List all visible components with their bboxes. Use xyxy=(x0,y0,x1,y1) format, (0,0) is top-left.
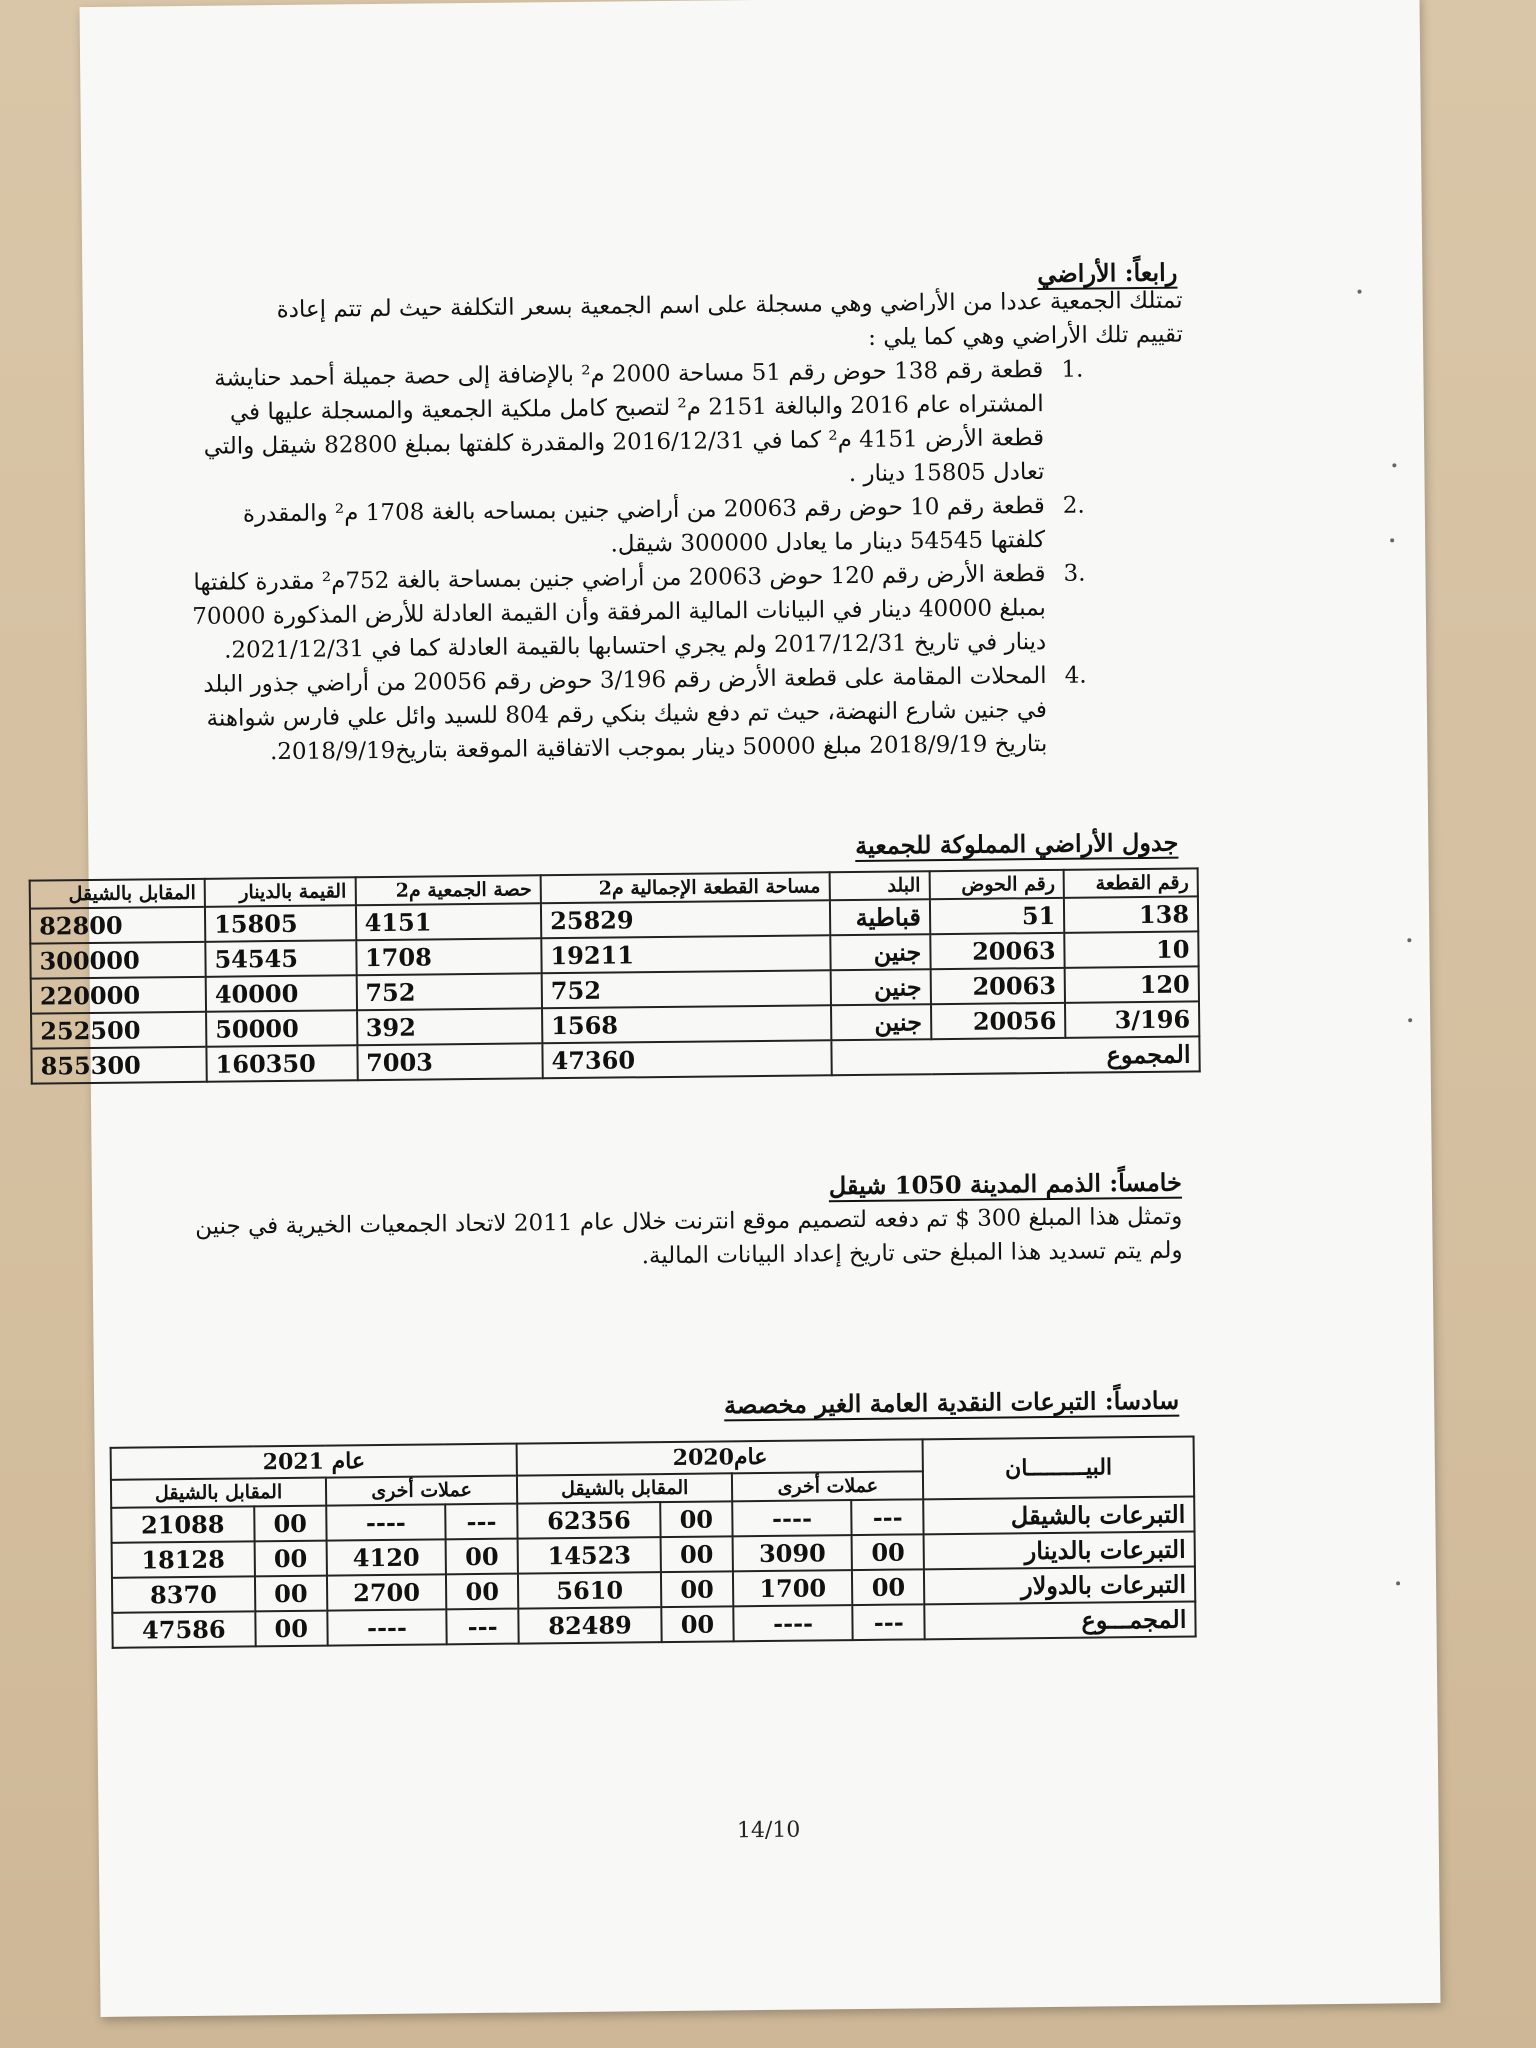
margin-mark xyxy=(1407,938,1411,942)
total-cell: 47360 xyxy=(542,1040,831,1078)
row-label: التبرعات بالدينار xyxy=(924,1531,1195,1569)
statement-header: البيـــــــــان xyxy=(923,1436,1194,1499)
list-item xyxy=(185,557,1086,668)
col-header: المقابل بالشيقل xyxy=(111,1478,326,1508)
land-table xyxy=(29,867,1201,1084)
cell: 62356 xyxy=(517,1502,660,1538)
cell: 1700 xyxy=(733,1570,853,1606)
item-number: .4 xyxy=(1064,662,1087,689)
section5-title: خامساً: الذمم المدينة 1050 شيقل xyxy=(828,1167,1183,1201)
section6-title: سادساً: التبرعات النقدية العامة الغير مخصصة xyxy=(723,1385,1180,1420)
year-2021-header: عام 2021 xyxy=(111,1444,518,1480)
cell: 252500 xyxy=(31,1012,206,1049)
cell: 8370 xyxy=(112,1576,255,1612)
col-header: البلد xyxy=(829,871,930,900)
cell: ---- xyxy=(732,1500,852,1536)
row-label: التبرعات بالدولار xyxy=(924,1566,1195,1604)
list-item xyxy=(183,353,1084,498)
cell: 20056 xyxy=(931,1003,1066,1039)
cell: جنين xyxy=(831,1004,932,1040)
margin-mark xyxy=(1390,538,1394,542)
section4-intro: تمتلك الجمعية عددا من الأراضي وهي مسجلة على اسم الجمعية بسعر التكلفة حيث لم تتم إعادة تقييم تلك الأراضي وهي كما يلي : xyxy=(276,287,1184,351)
cell: 1708 xyxy=(356,938,542,975)
cell: 00 xyxy=(255,1611,328,1647)
total-label: المجموع xyxy=(831,1036,1200,1075)
col-header: مساحة القطعة الإجمالية م2 xyxy=(541,872,830,903)
page-number: 14/10 xyxy=(736,1817,801,1844)
list-item xyxy=(186,659,1087,770)
item-text: قطعة الأرض رقم 120 حوض 20063 من أراضي جنين بمساحة بالغة 752م² مقدرة كلفتها بمبلغ 40000 دينار في البيانات المالية المرفقة وأن القيمة العادلة للأرض المذكورة 70000 دينار في تاريخ 2017/12/31 ولم يجري احتسابها بالقيمة العادلة كما في 2021/12/31. xyxy=(192,560,1047,664)
item-text: قطعة رقم 10 حوض رقم 20063 من أراضي جنين بمساحه بالغة 1708 م² والمقدرة كلفتها 54545 دينار ما يعادل 300000 شيقل. xyxy=(242,492,1046,558)
cell: 00 xyxy=(446,1539,519,1575)
cell: 20063 xyxy=(930,933,1065,969)
cell: 82800 xyxy=(30,907,205,944)
cell: 3090 xyxy=(733,1535,853,1571)
cell: 1568 xyxy=(542,1005,831,1043)
cell: 00 xyxy=(661,1606,734,1642)
cell: --- xyxy=(446,1609,519,1645)
item-text: المحلات المقامة على قطعة الأرض رقم 3/196 حوض رقم 20056 من أراضي جذور البلد في جنين شارع النهضة، حيث تم دفع شيك بنكي رقم 804 للسيد وائل علي فارس شواهنة بتاريخ 2018/9/19 مبلغ 50000 دينار بموجب الاتفاقية الموقعة بتاريخ2018/9/19. xyxy=(203,662,1048,766)
cell: 54545 xyxy=(205,940,356,977)
total-cell: 160350 xyxy=(206,1045,357,1082)
cell: 220000 xyxy=(31,977,206,1014)
cell: جنين xyxy=(830,934,931,970)
col-header: المقابل بالشيقل xyxy=(30,879,205,909)
cell: 00 xyxy=(661,1571,734,1607)
cell: --- xyxy=(853,1604,926,1640)
cell: 18128 xyxy=(112,1541,255,1577)
margin-mark xyxy=(1358,290,1362,294)
cell: قباطية xyxy=(829,899,930,935)
col-header: عملات أخرى xyxy=(732,1471,924,1501)
item-number: .3 xyxy=(1063,560,1086,587)
cell: 50000 xyxy=(206,1010,357,1047)
cell: 4151 xyxy=(355,903,541,940)
total-cell: 7003 xyxy=(357,1043,543,1080)
item-number: .2 xyxy=(1062,492,1085,519)
donations-table xyxy=(110,1435,1197,1648)
margin-mark xyxy=(1408,1018,1412,1022)
cell: ---- xyxy=(326,1504,446,1540)
margin-mark xyxy=(1392,463,1396,467)
cell: 00 xyxy=(660,1536,733,1572)
cell: ---- xyxy=(733,1605,853,1641)
cell: 20063 xyxy=(930,968,1065,1004)
col-header: المقابل بالشيقل xyxy=(517,1473,732,1503)
cell: 138 xyxy=(1064,896,1198,932)
cell: ---- xyxy=(327,1609,447,1645)
list-item xyxy=(185,489,1086,566)
col-header: القيمة بالدينار xyxy=(205,877,356,907)
cell: 82489 xyxy=(519,1607,662,1643)
col-header: حصة الجمعية م2 xyxy=(355,875,541,905)
cell: 3/196 xyxy=(1065,1001,1199,1037)
row-label: التبرعات بالشيقل xyxy=(924,1496,1195,1534)
year-2020-header: عام2020 xyxy=(517,1439,924,1475)
item-number: .1 xyxy=(1061,356,1084,383)
land-table-title: جدول الأراضي المملوكة للجمعية xyxy=(854,827,1179,860)
cell: جنين xyxy=(830,969,931,1005)
row-label: المجمـــوع xyxy=(925,1601,1196,1639)
cell: 120 xyxy=(1065,966,1199,1002)
cell: 300000 xyxy=(30,942,205,979)
col-header: رقم الحوض xyxy=(929,870,1064,899)
section5-text: وتمثل هذا المبلغ 300 $ تم دفعه لتصميم موقع انترنت خلال عام 2011 لاتحاد الجمعيات الخيرية في جنين ولم يتم تسديد هذا المبلغ حتى تاريخ إعداد البيانات المالية. xyxy=(195,1203,1183,1270)
cell: 40000 xyxy=(206,975,357,1012)
cell: 00 xyxy=(660,1501,733,1537)
cell: 00 xyxy=(255,1576,328,1612)
cell: --- xyxy=(851,1499,924,1535)
item-text: قطعة رقم 138 حوض رقم 51 مساحة 2000 م² بالإضافة إلى حصة جميلة أحمد حنايشة المشتراه عام 2016 والبالغة 2151 م² لتصبح كامل ملكية الجمعية والمسجلة عليها في قطعة الأرض 4151 م² كما في 2016/12/31 والمقدرة كلفتها بمبلغ 82800 شيقل والتي تعادل 15805 دينار . xyxy=(203,356,1045,488)
cell: 2700 xyxy=(327,1574,447,1610)
section4-title: رابعاً: الأراضي xyxy=(1037,257,1178,289)
cell: 00 xyxy=(254,1506,327,1542)
cell: 00 xyxy=(852,1569,925,1605)
cell: 00 xyxy=(254,1541,327,1577)
cell: 00 xyxy=(852,1534,925,1570)
cell: 19211 xyxy=(541,935,830,973)
cell: 392 xyxy=(357,1008,543,1045)
col-header: رقم القطعة xyxy=(1064,868,1198,897)
margin-mark xyxy=(1396,1581,1400,1585)
cell: 10 xyxy=(1064,931,1198,967)
cell: 51 xyxy=(930,898,1065,934)
col-header: عملات أخرى xyxy=(326,1476,518,1506)
cell: 00 xyxy=(446,1574,519,1610)
cell: 15805 xyxy=(205,905,356,942)
cell: 47586 xyxy=(112,1611,255,1647)
document-page xyxy=(38,0,1441,2017)
land-list xyxy=(183,353,1087,770)
cell: 752 xyxy=(356,973,542,1010)
cell: 14523 xyxy=(518,1537,661,1573)
cell: 4120 xyxy=(326,1539,446,1575)
cell: --- xyxy=(445,1504,518,1540)
cell: 5610 xyxy=(518,1572,661,1608)
total-cell: 855300 xyxy=(31,1047,206,1084)
cell: 21088 xyxy=(111,1506,254,1542)
cell: 25829 xyxy=(541,900,830,938)
cell: 752 xyxy=(542,970,831,1008)
